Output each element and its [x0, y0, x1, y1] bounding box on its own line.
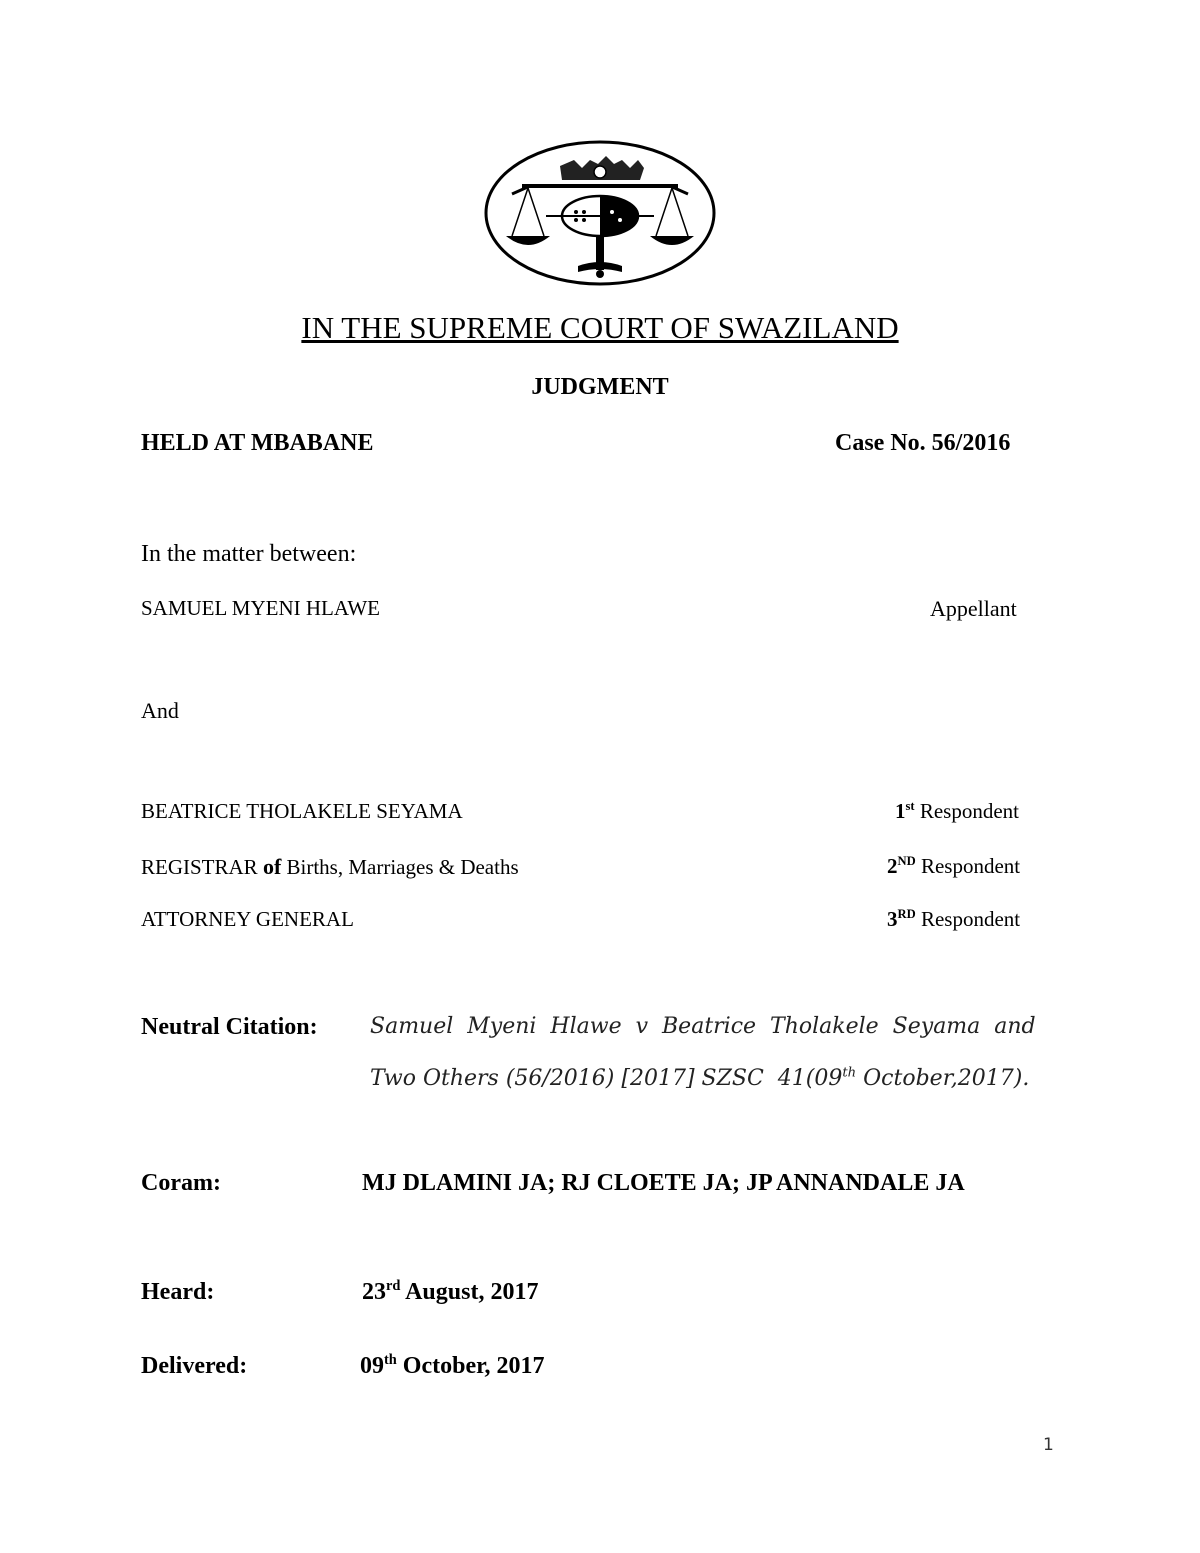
- citation-label: Neutral Citation:: [141, 1014, 318, 1040]
- citation-line-2: Two Others (56/2016) [2017] SZSC 41(09th October,2017).: [370, 1065, 1030, 1091]
- heard-label: Heard:: [141, 1279, 215, 1305]
- matter-intro: In the matter between:: [141, 541, 357, 567]
- court-title: IN THE SUPREME COURT OF SWAZILAND: [301, 310, 899, 345]
- page-number: 1: [1043, 1435, 1054, 1455]
- heard-date: 23rd August, 2017: [362, 1278, 539, 1305]
- appellant-role: Appellant: [930, 596, 1017, 621]
- coram-label: Coram:: [141, 1170, 221, 1196]
- delivered-label: Delivered:: [141, 1353, 248, 1379]
- case-number: Case No. 56/2016: [835, 430, 1011, 456]
- respondent-1-name: BEATRICE THOLAKELE SEYAMA: [141, 799, 463, 823]
- and-conjunction: And: [141, 698, 179, 723]
- court-seal-logo: [482, 138, 718, 288]
- held-at-label: HELD AT MBABANE: [141, 430, 374, 456]
- respondent-3-name: ATTORNEY GENERAL: [141, 907, 354, 931]
- respondent-2-role: 2ND Respondent: [887, 854, 1021, 878]
- respondent-2-name: REGISTRAR of Births, Marriages & Deaths: [141, 854, 519, 879]
- appellant-name: SAMUEL MYENI HLAWE: [141, 596, 381, 620]
- respondent-1-role: 1st Respondent: [895, 799, 1020, 823]
- delivered-date: 09th October, 2017: [360, 1352, 545, 1379]
- respondent-3-role: 3RD Respondent: [887, 907, 1021, 931]
- citation-line-1: Samuel Myeni Hlawe v Beatrice Tholakele Seyama and: [370, 1014, 1036, 1039]
- coram-value: MJ DLAMINI JA; RJ CLOETE JA; JP ANNANDALE JA: [362, 1170, 965, 1196]
- document-type-heading: JUDGMENT: [531, 374, 669, 400]
